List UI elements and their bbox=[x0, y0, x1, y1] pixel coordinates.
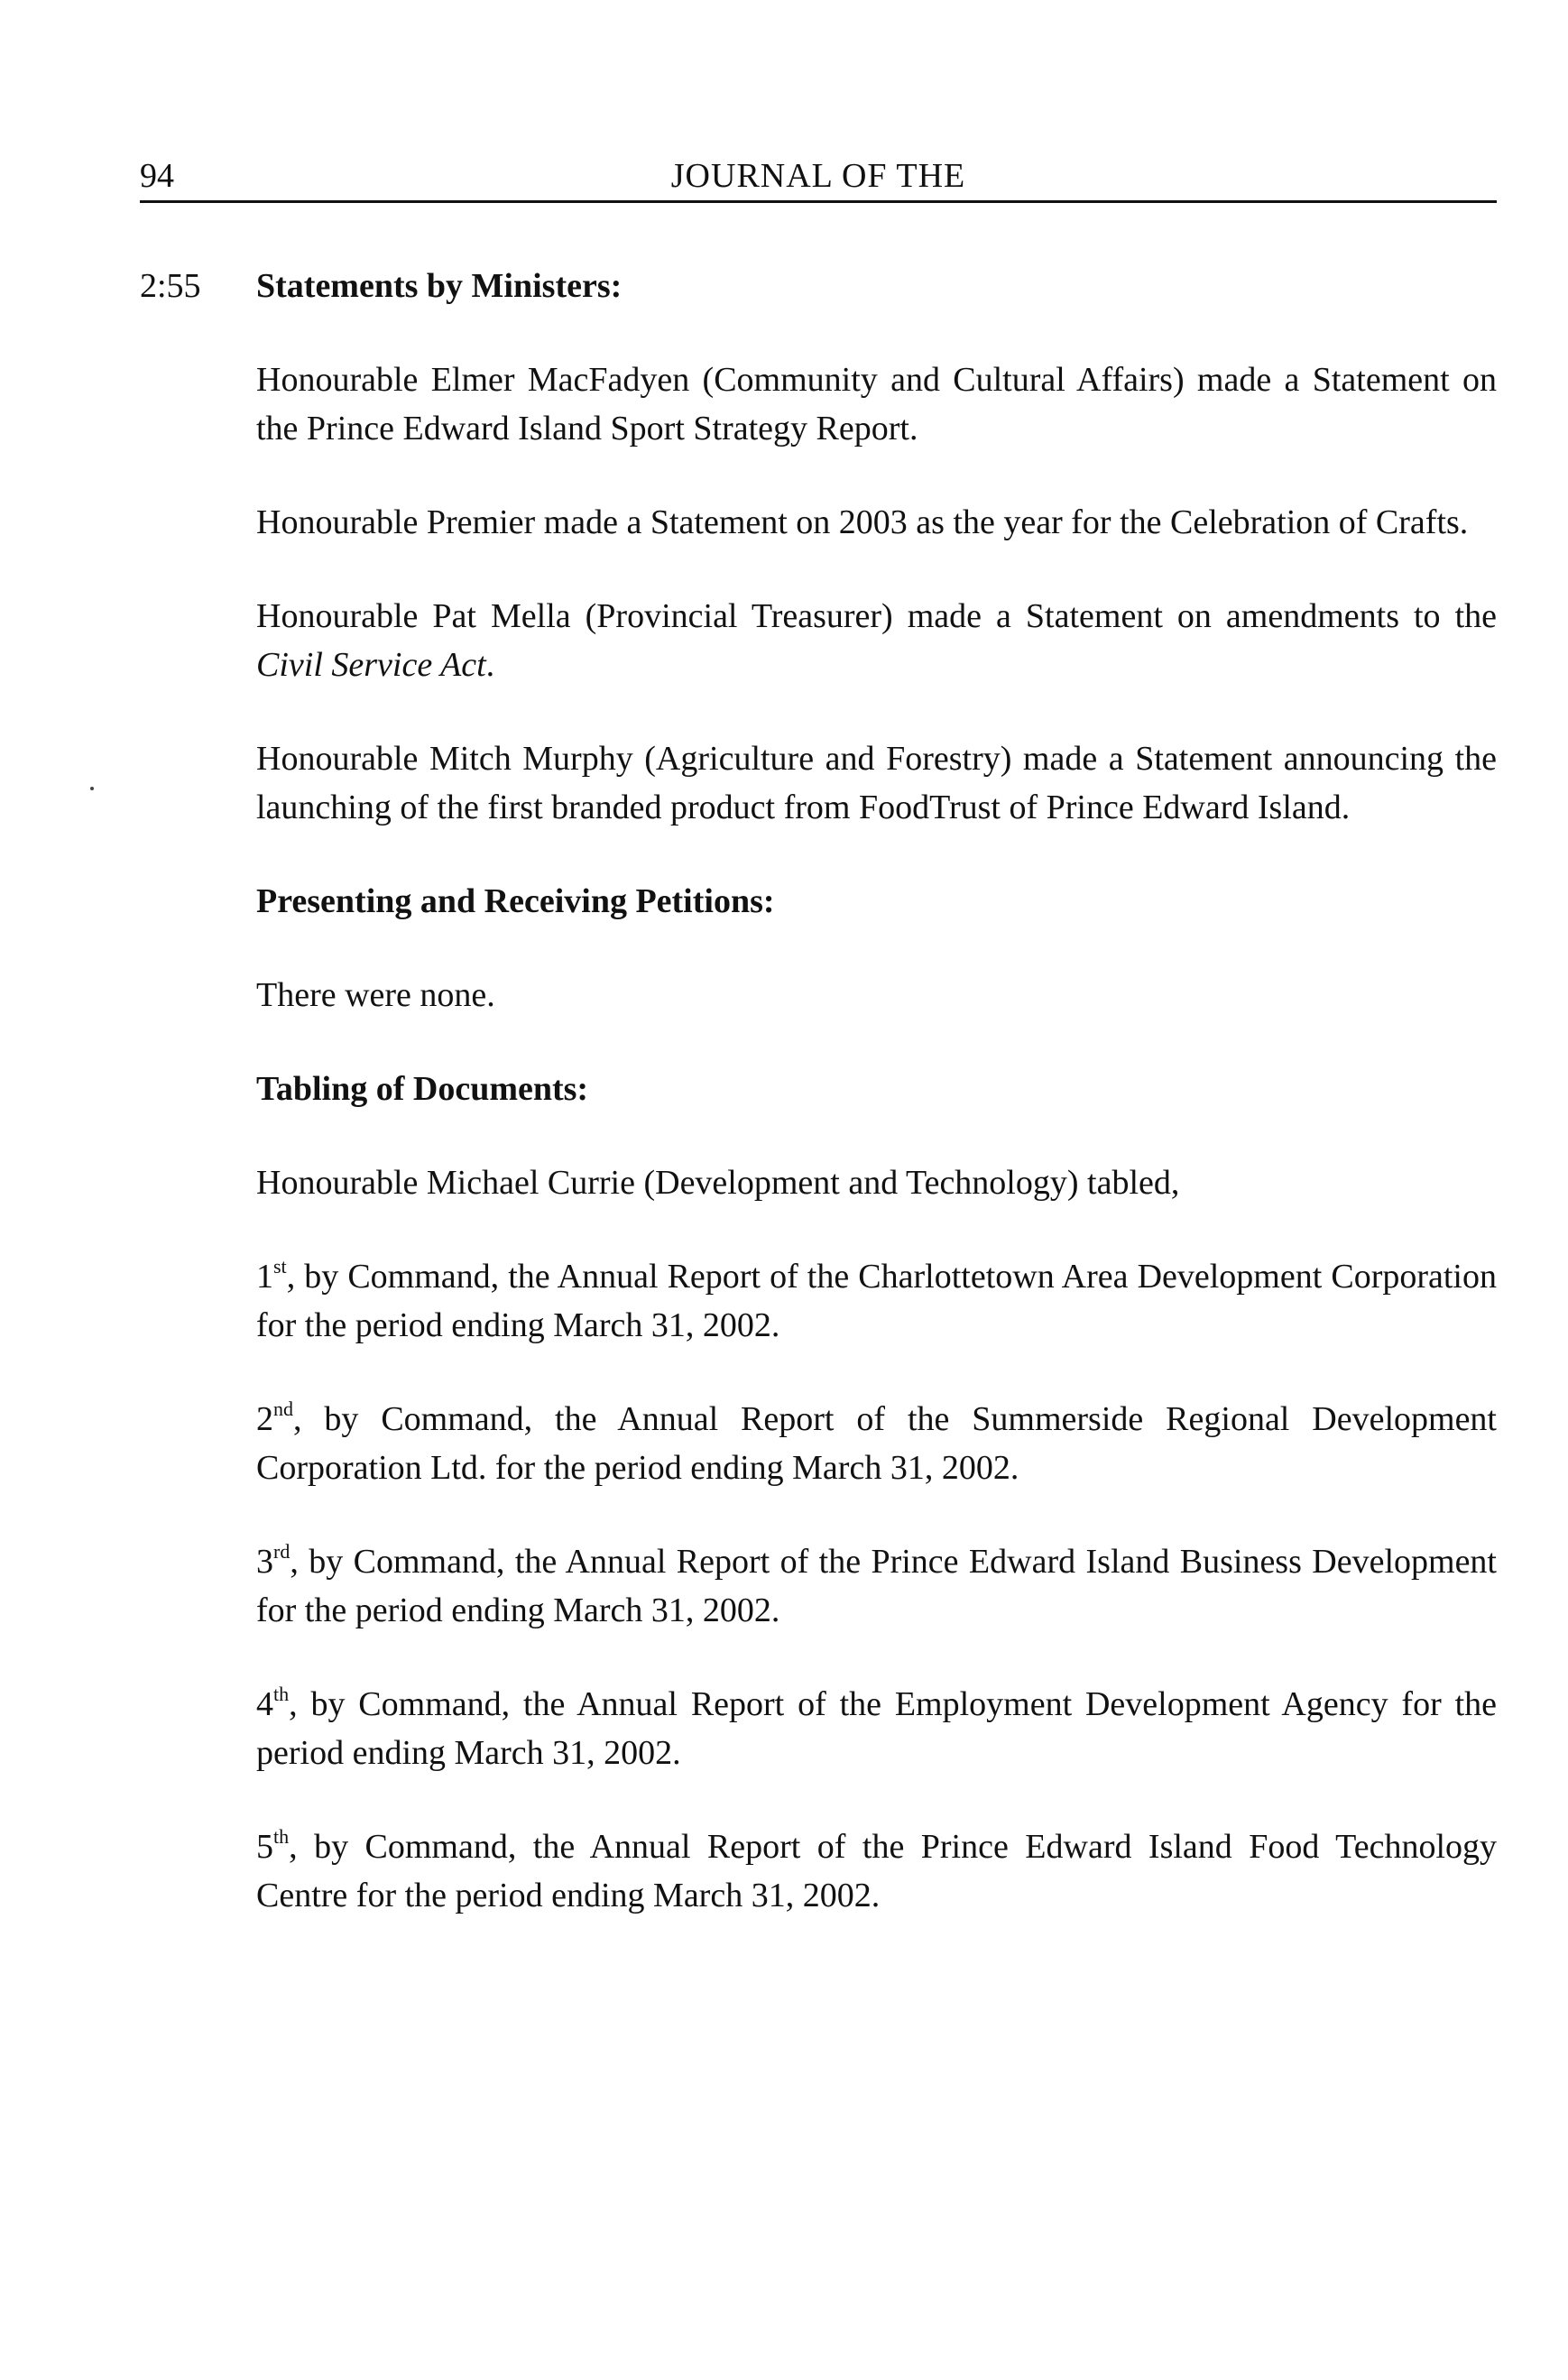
statement-macfadyen: Honourable Elmer MacFadyen (Community and Cultural Affairs) made a Statement on the Prince Edward Island Sport Strategy Report. bbox=[256, 361, 1497, 447]
tabled-document-3 bbox=[256, 1537, 1497, 1635]
running-title: JOURNAL OF THE bbox=[670, 157, 966, 195]
doc-ordinal: th bbox=[273, 1825, 290, 1849]
doc-text: , by Command, the Annual Report of the Prince Edward Island Food Technology Centre for the period ending March 31, 2002. bbox=[256, 1828, 1497, 1914]
petitions-heading: Presenting and Receiving Petitions: bbox=[256, 882, 775, 920]
statement-premier: Honourable Premier made a Statement on 2003 as the year for the Celebration of Crafts. bbox=[256, 503, 1469, 541]
doc-number: 1 bbox=[256, 1258, 273, 1296]
page-header bbox=[140, 153, 1497, 203]
statement-mella bbox=[256, 592, 1497, 689]
doc-number: 2 bbox=[256, 1400, 273, 1438]
doc-text: , by Command, the Annual Report of the Employment Development Agency for the period ending March 31, 2002. bbox=[256, 1685, 1497, 1772]
time-marker: 2:55 bbox=[140, 267, 201, 305]
journal-body bbox=[256, 262, 1497, 1965]
act-title: Civil Service Act bbox=[256, 646, 486, 684]
doc-text: , by Command, the Annual Report of the Charlottetown Area Development Corporation for the period ending March 31, 2002. bbox=[256, 1258, 1497, 1344]
doc-ordinal: nd bbox=[273, 1398, 293, 1421]
tabled-document-1 bbox=[256, 1252, 1497, 1350]
tabling-intro: Honourable Michael Currie (Development and Technology) tabled, bbox=[256, 1164, 1180, 1202]
tabled-document-4 bbox=[256, 1680, 1497, 1777]
page-number: 94 bbox=[140, 157, 174, 195]
doc-text: , by Command, the Annual Report of the Prince Edward Island Business Development for the period ending March 31, 2002. bbox=[256, 1543, 1497, 1629]
petitions-text: There were none. bbox=[256, 976, 495, 1014]
statement-mella-end: . bbox=[485, 646, 495, 684]
tabled-document-5 bbox=[256, 1822, 1497, 1920]
doc-number: 3 bbox=[256, 1543, 273, 1581]
tabling-heading: Tabling of Documents: bbox=[256, 1070, 589, 1108]
tabled-document-2 bbox=[256, 1395, 1497, 1492]
doc-ordinal: th bbox=[273, 1683, 290, 1706]
stray-mark bbox=[90, 787, 94, 790]
statement-murphy: Honourable Mitch Murphy (Agriculture and Forestry) made a Statement announcing the launching of the first branded product from FoodTrust of Prince Edward Island. bbox=[256, 740, 1497, 826]
doc-text: , by Command, the Annual Report of the Summerside Regional Development Corporation Ltd. for the period ending March 31, 2002. bbox=[256, 1400, 1497, 1487]
statements-heading: Statements by Ministers: bbox=[256, 267, 623, 305]
doc-ordinal: st bbox=[273, 1255, 287, 1278]
doc-number: 4 bbox=[256, 1685, 273, 1723]
statement-mella-text: Honourable Pat Mella (Provincial Treasurer) made a Statement on amendments to the bbox=[256, 597, 1497, 635]
doc-ordinal: rd bbox=[273, 1540, 291, 1564]
doc-number: 5 bbox=[256, 1828, 273, 1866]
